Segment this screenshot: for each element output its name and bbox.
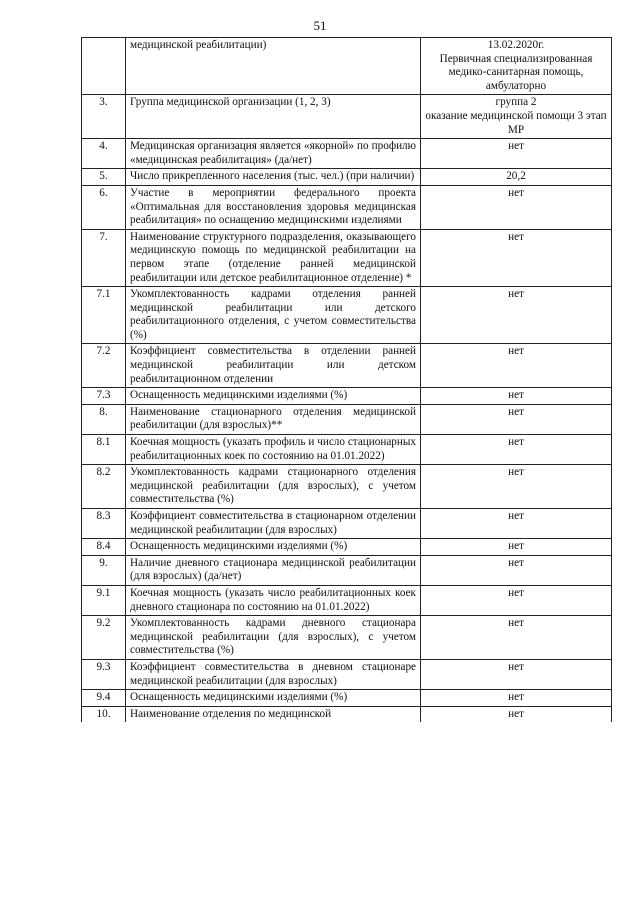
row-value: группа 2 оказание медицинской помощи 3 этап МР xyxy=(421,95,612,139)
row-number: 8.1 xyxy=(82,435,126,465)
table-row xyxy=(82,38,612,95)
row-number: 7.2 xyxy=(82,344,126,388)
row-description: Число прикрепленного населения (тыс. чел.) (при наличии) xyxy=(126,169,421,186)
table-row xyxy=(82,616,612,660)
row-value: нет xyxy=(421,465,612,509)
table-row xyxy=(82,388,612,405)
table-row xyxy=(82,287,612,344)
row-value: нет xyxy=(421,435,612,465)
row-number: 9.2 xyxy=(82,616,126,660)
row-description: Оснащенность медицинскими изделиями (%) xyxy=(126,388,421,405)
row-value: нет xyxy=(421,344,612,388)
table-row xyxy=(82,169,612,186)
row-description: Укомплектованность кадрами отделения ранней медицинской реабилитации или детского реабилитационного отделения, с учетом совместительства (%) xyxy=(126,287,421,344)
row-value: нет xyxy=(421,585,612,615)
row-number: 5. xyxy=(82,169,126,186)
row-description: Коечная мощность (указать число реабилитационных коек дневного стационара по состоянию на 01.01.2022) xyxy=(126,585,421,615)
row-value: нет xyxy=(421,287,612,344)
table-row xyxy=(82,690,612,707)
row-description: Коечная мощность (указать профиль и число стационарных реабилитационных коек по состоянию на 01.01.2022) xyxy=(126,435,421,465)
row-number: 9. xyxy=(82,555,126,585)
row-number: 8.2 xyxy=(82,465,126,509)
row-value: нет xyxy=(421,404,612,434)
row-description: Наименование структурного подразделения, оказывающего медицинскую помощь по медицинской реабилитации на первом этапе (отделение ранней медицинской реабилитации или детское реабилитационное отделение) * xyxy=(126,229,421,286)
row-number: 9.4 xyxy=(82,690,126,707)
table-row xyxy=(82,344,612,388)
row-description: Коэффициент совместительства в дневном стационаре медицинской реабилитации (для взрослых) xyxy=(126,659,421,689)
row-value: нет xyxy=(421,690,612,707)
table-row xyxy=(82,509,612,539)
row-value: нет xyxy=(421,509,612,539)
row-number: 9.3 xyxy=(82,659,126,689)
row-number: 7.3 xyxy=(82,388,126,405)
table-row xyxy=(82,539,612,556)
row-description: Наименование стационарного отделения медицинской реабилитации (для взрослых)** xyxy=(126,404,421,434)
rehab-info-table xyxy=(81,37,612,722)
table-row xyxy=(82,185,612,229)
row-value: нет xyxy=(421,539,612,556)
row-description: медицинской реабилитации) xyxy=(126,38,421,95)
row-number: 3. xyxy=(82,95,126,139)
row-description: Наличие дневного стационара медицинской реабилитации (для взрослых) (да/нет) xyxy=(126,555,421,585)
table-row xyxy=(82,139,612,169)
table-row xyxy=(82,95,612,139)
row-value: 20,2 xyxy=(421,169,612,186)
row-description: Участие в мероприятии федерального проекта «Оптимальная для восстановления здоровья медицинская реабилитация» по оснащению медицинскими изделиями xyxy=(126,185,421,229)
row-number: 10. xyxy=(82,706,126,722)
row-value: нет xyxy=(421,388,612,405)
row-number: 8.4 xyxy=(82,539,126,556)
row-description: Коэффициент совместительства в стационарном отделении медицинской реабилитации (для взрослых) xyxy=(126,509,421,539)
row-number: 9.1 xyxy=(82,585,126,615)
row-value: нет xyxy=(421,139,612,169)
table-row xyxy=(82,229,612,286)
row-number: 8. xyxy=(82,404,126,434)
row-value: нет xyxy=(421,555,612,585)
table-row xyxy=(82,706,612,722)
row-description: Оснащенность медицинскими изделиями (%) xyxy=(126,539,421,556)
row-value: нет xyxy=(421,229,612,286)
row-description: Группа медицинской организации (1, 2, 3) xyxy=(126,95,421,139)
row-value: нет xyxy=(421,185,612,229)
row-number: 7.1 xyxy=(82,287,126,344)
row-description: Укомплектованность кадрами дневного стационара медицинской реабилитации (для взрослых), с учетом совместительства (%) xyxy=(126,616,421,660)
row-number: 6. xyxy=(82,185,126,229)
row-number: 4. xyxy=(82,139,126,169)
row-value: нет xyxy=(421,616,612,660)
table-row xyxy=(82,404,612,434)
table-row xyxy=(82,659,612,689)
row-description: Укомплектованность кадрами стационарного отделения медицинской реабилитации (для взрослых), с учетом совместительства (%) xyxy=(126,465,421,509)
row-description: Коэффициент совместительства в отделении ранней медицинской реабилитации или детском реабилитационном отделении xyxy=(126,344,421,388)
row-value: нет xyxy=(421,706,612,722)
table-row xyxy=(82,555,612,585)
table-row xyxy=(82,585,612,615)
row-number: 7. xyxy=(82,229,126,286)
table-row xyxy=(82,465,612,509)
row-description: Наименование отделения по медицинской xyxy=(126,706,421,722)
page-number: 51 xyxy=(313,18,327,33)
row-description: Оснащенность медицинскими изделиями (%) xyxy=(126,690,421,707)
row-value: 13.02.2020г. Первичная специализированная медико-санитарная помощь, амбулаторно xyxy=(421,38,612,95)
row-number: 8.3 xyxy=(82,509,126,539)
table-row xyxy=(82,435,612,465)
row-value: нет xyxy=(421,659,612,689)
row-description: Медицинская организация является «якорной» по профилю «медицинская реабилитация» (да/нет) xyxy=(126,139,421,169)
row-number xyxy=(82,38,126,95)
